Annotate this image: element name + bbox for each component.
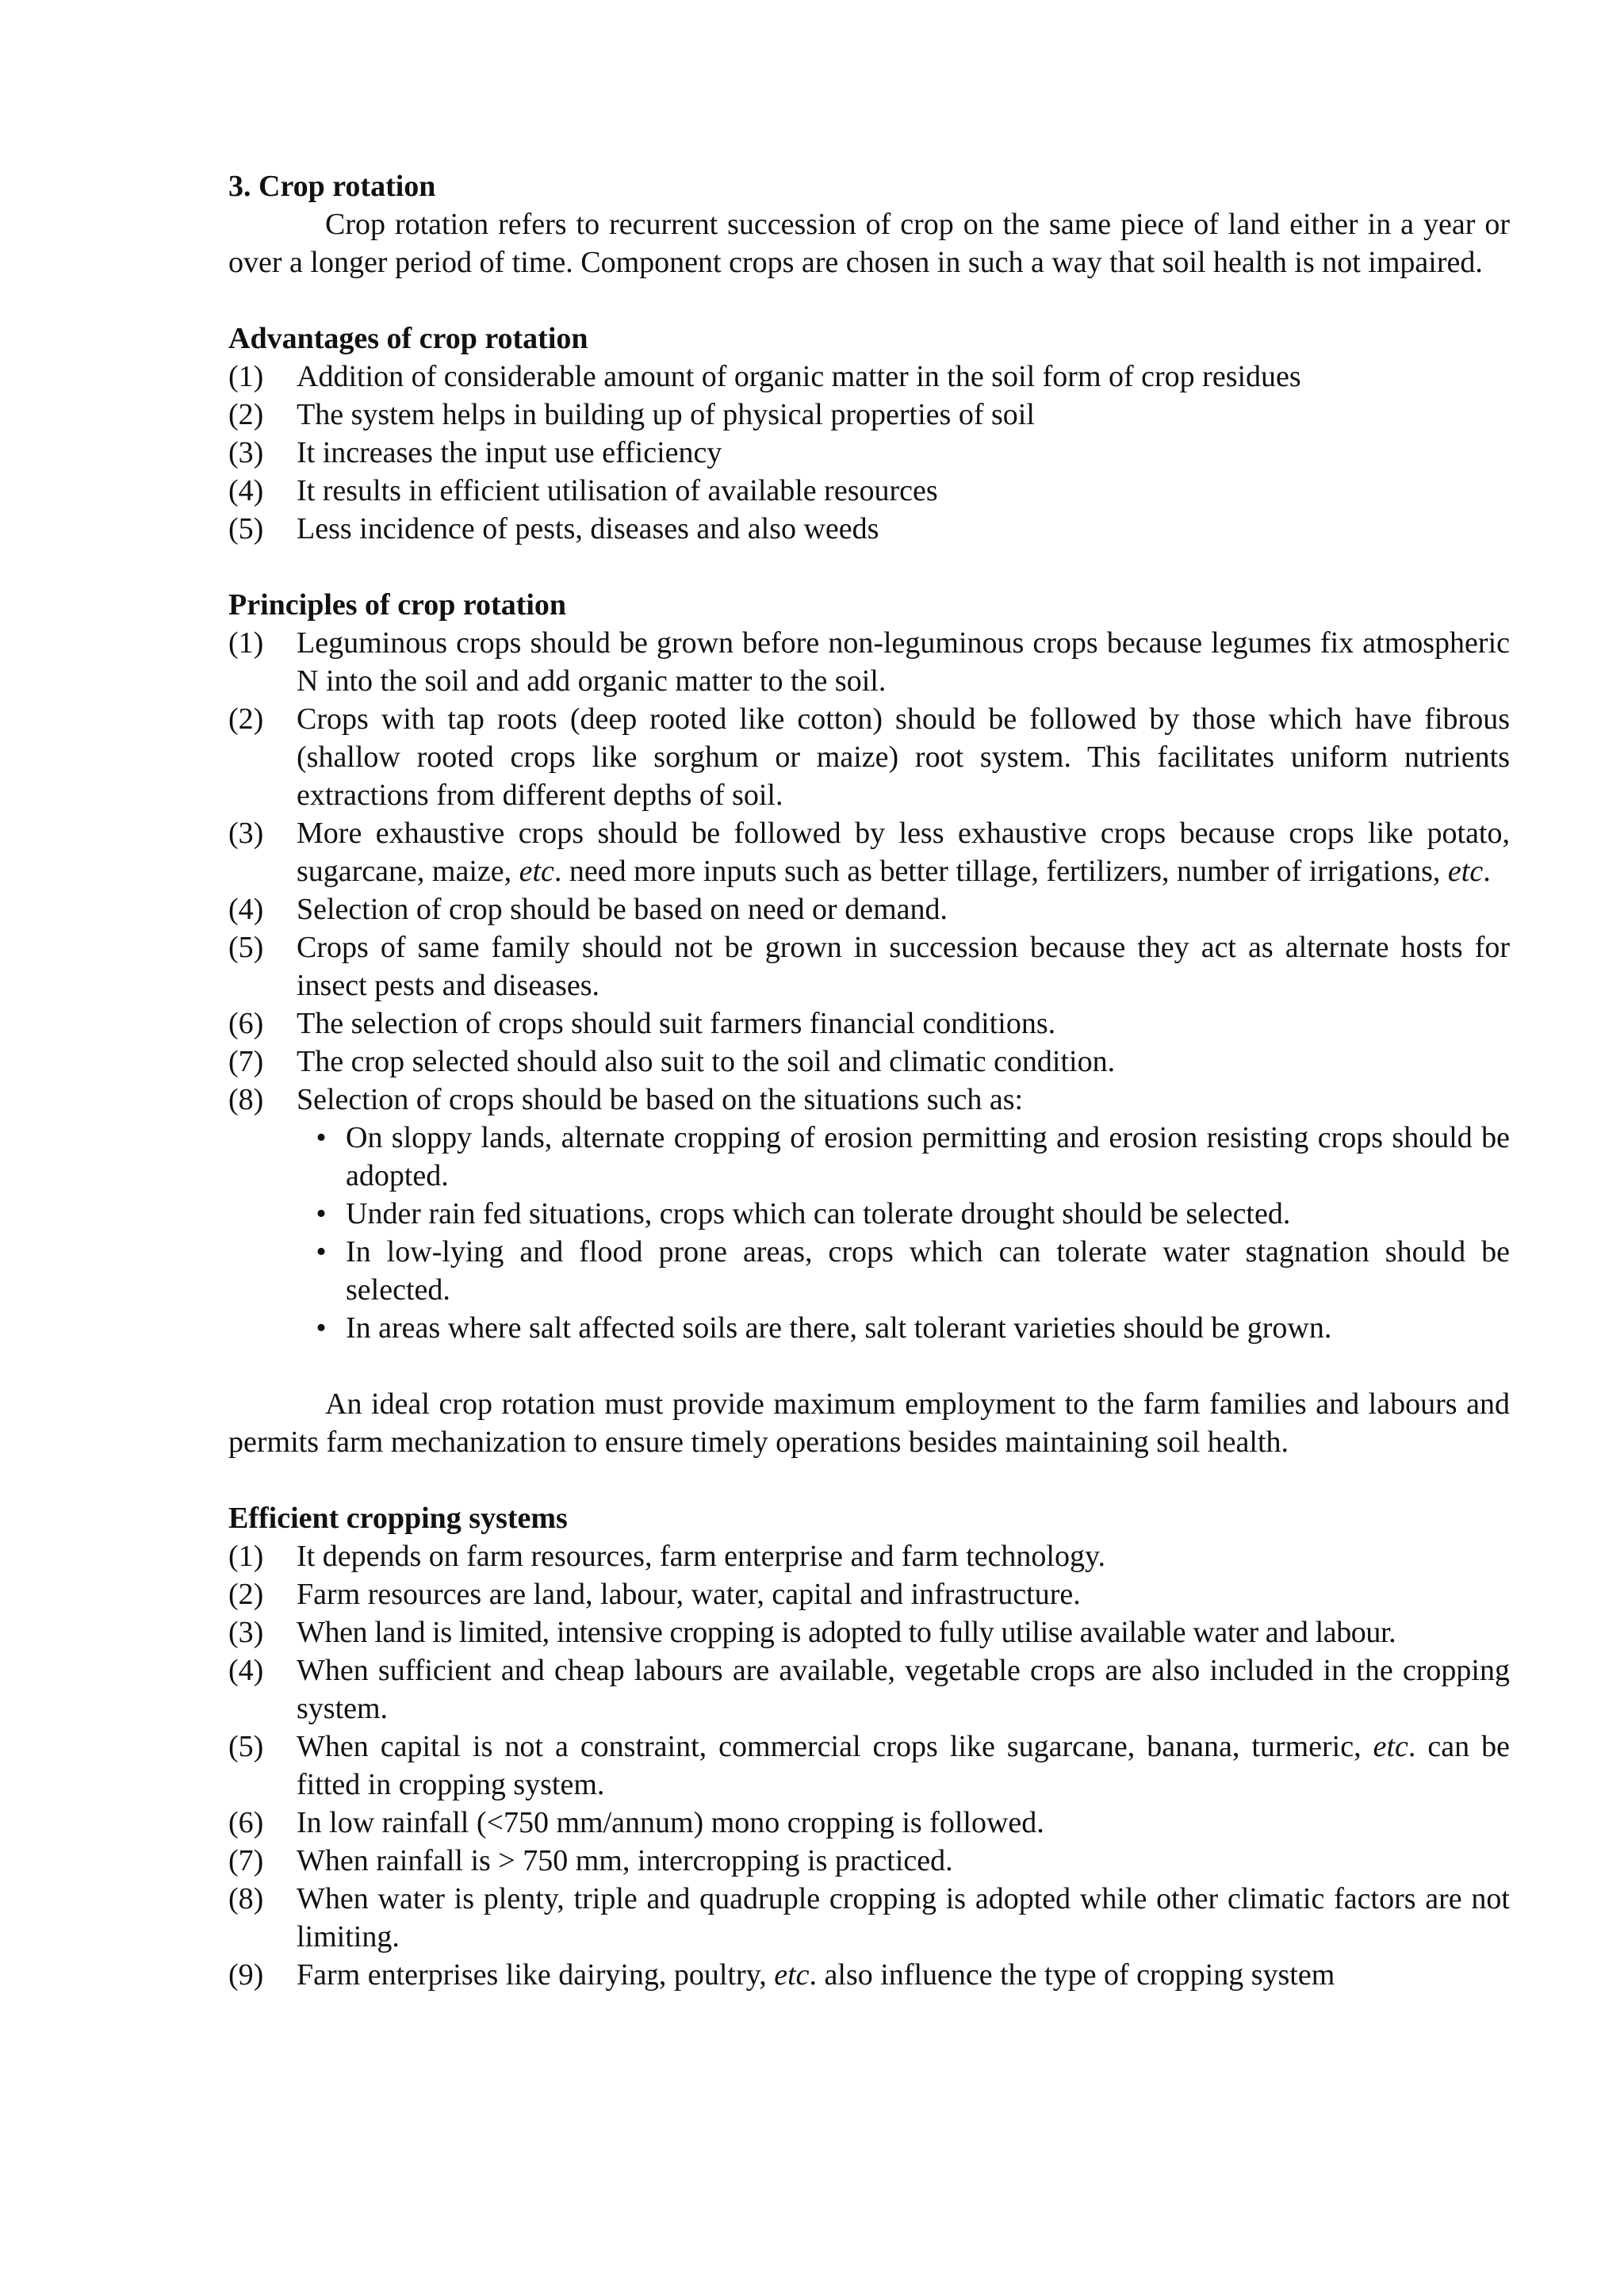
item-text: Less incidence of pests, diseases and also weeds xyxy=(297,512,879,545)
list-item xyxy=(228,1081,1510,1347)
item-text: Crops with tap roots (deep rooted like cotton) should be followed by those which have fibrous (shallow rooted crops like sorghum or maize) root system. This facilitates uniform nutrients extractions from different depths of soil. xyxy=(297,702,1510,812)
bullet-text: On sloppy lands, alternate cropping of erosion permitting and erosion resisting crops should be adopted. xyxy=(346,1121,1510,1192)
list-item xyxy=(228,1804,1510,1842)
list-item xyxy=(228,1537,1510,1575)
item-number: (2) xyxy=(228,398,264,431)
item-text: It depends on farm resources, farm enterprise and farm technology. xyxy=(297,1540,1105,1573)
list-item xyxy=(228,1575,1510,1613)
etc-italic: etc xyxy=(1447,855,1484,888)
list-item xyxy=(228,890,1510,928)
item-number: (5) xyxy=(228,1730,264,1763)
bullet-item xyxy=(297,1119,1510,1195)
list-item xyxy=(228,1651,1510,1728)
bullet-icon: • xyxy=(316,1197,327,1230)
item-text: The crop selected should also suit to the soil and climatic condition. xyxy=(297,1045,1116,1078)
section-title: 3. Crop rotation xyxy=(228,170,436,203)
list-item xyxy=(228,1880,1510,1956)
list-item xyxy=(228,358,1510,396)
principles-list xyxy=(228,624,1510,1347)
list-item xyxy=(228,1956,1510,1994)
item-number: (2) xyxy=(228,1578,264,1611)
item-number: (8) xyxy=(228,1882,264,1915)
bullet-text: Under rain fed situations, crops which can tolerate drought should be selected. xyxy=(346,1197,1291,1230)
intro-paragraph: Crop rotation refers to recurrent succession of crop on the same piece of land either in a year or over a longer period of time. Component crops are chosen in such a way that soil health is not impaired. xyxy=(228,208,1510,279)
list-item xyxy=(228,928,1510,1004)
item-text: Leguminous crops should be grown before non-leguminous crops because legumes fix atmospheric N into the soil and add organic matter to the soil. xyxy=(297,626,1510,698)
item-text: Addition of considerable amount of organic matter in the soil form of crop residues xyxy=(297,360,1301,393)
item-text: Crops of same family should not be grown in succession because they act as alternate hosts for insect pests and diseases. xyxy=(297,931,1510,1002)
etc-italic: etc xyxy=(774,1958,810,1992)
item-number: (4) xyxy=(228,893,264,926)
efficient-heading: Efficient cropping systems xyxy=(228,1502,568,1535)
item-number: (1) xyxy=(228,1540,264,1573)
item-text: When rainfall is > 750 mm, intercropping is practiced. xyxy=(297,1844,953,1877)
list-item xyxy=(228,1613,1510,1651)
advantages-heading: Advantages of crop rotation xyxy=(228,322,588,355)
item-text: More exhaustive crops should be followed by less exhaustive crops because crops like potato, sugarcane, maize, etc. need more inputs such as better tillage, fertilizers, number of irrigations, etc. xyxy=(297,817,1510,888)
list-item xyxy=(228,472,1510,510)
list-item xyxy=(228,434,1510,472)
list-item xyxy=(228,1842,1510,1880)
item-text: When land is limited, intensive cropping is adopted to fully utilise available water and labour. xyxy=(297,1616,1396,1649)
item-text: The selection of crops should suit farmers financial conditions. xyxy=(297,1007,1056,1040)
bullet-item xyxy=(297,1233,1510,1309)
item-number: (3) xyxy=(228,436,264,469)
bullet-item xyxy=(297,1309,1510,1347)
ideal-rotation-paragraph: An ideal crop rotation must provide maximum employment to the farm families and labours and permits farm mechanization to ensure timely operations besides maintaining soil health. xyxy=(228,1387,1510,1459)
item-text: The system helps in building up of physical properties of soil xyxy=(297,398,1035,431)
bullet-item xyxy=(297,1195,1510,1233)
efficient-list xyxy=(228,1537,1510,1994)
situations-bullet-list xyxy=(297,1119,1510,1347)
item-number: (7) xyxy=(228,1844,264,1877)
list-item xyxy=(228,814,1510,890)
list-item xyxy=(228,1004,1510,1043)
item-number: (7) xyxy=(228,1045,264,1078)
item-text: Farm enterprises like dairying, poultry, etc. also influence the type of cropping system xyxy=(297,1958,1335,1992)
etc-italic: etc xyxy=(519,855,554,888)
item-number: (2) xyxy=(228,702,264,736)
bullet-icon: • xyxy=(316,1121,327,1154)
item-text: Selection of crops should be based on the situations such as: • On sloppy lands, alternate cropping of erosion permitting and erosion resisting crops should be adopted. • Under rain fed situations, crops which can tolerate drought should be selected. • In low-lying and flood prone areas, crops which can tolerate water stagnation should be selected. • In areas where salt affected soils are there, salt tolerant varieties should be grown. xyxy=(297,1081,1510,1347)
item-number: (4) xyxy=(228,1654,264,1687)
item-text: When water is plenty, triple and quadruple cropping is adopted while other climatic factors are not limiting. xyxy=(297,1882,1510,1954)
bullet-text: In low-lying and flood prone areas, crops which can tolerate water stagnation should be selected. xyxy=(346,1235,1510,1307)
item-number: (9) xyxy=(228,1958,264,1992)
list-item xyxy=(228,510,1510,548)
item-number: (3) xyxy=(228,817,264,850)
item-number: (5) xyxy=(228,512,264,545)
item-number: (5) xyxy=(228,931,264,964)
item-text: Farm resources are land, labour, water, capital and infrastructure. xyxy=(297,1578,1081,1611)
item-text: When capital is not a constraint, commercial crops like sugarcane, banana, turmeric, etc. can be fitted in cropping system. xyxy=(297,1730,1510,1801)
document-page xyxy=(228,167,1510,1994)
item-number: (1) xyxy=(228,360,264,393)
advantages-list xyxy=(228,358,1510,548)
etc-italic: etc xyxy=(1373,1730,1408,1763)
item-number: (6) xyxy=(228,1806,264,1839)
item-number: (3) xyxy=(228,1616,264,1649)
list-item xyxy=(228,396,1510,434)
bullet-icon: • xyxy=(316,1311,327,1345)
list-item xyxy=(228,624,1510,700)
list-item xyxy=(228,700,1510,814)
item-text: In low rainfall (<750 mm/annum) mono cropping is followed. xyxy=(297,1806,1044,1839)
item-number: (1) xyxy=(228,626,264,660)
item-text: Selection of crop should be based on need or demand. xyxy=(297,893,948,926)
item-number: (4) xyxy=(228,474,264,507)
bullet-text: In areas where salt affected soils are there, salt tolerant varieties should be grown. xyxy=(346,1311,1332,1345)
list-item xyxy=(228,1043,1510,1081)
item-text: It results in efficient utilisation of available resources xyxy=(297,474,938,507)
bullet-icon: • xyxy=(316,1235,327,1269)
item-text: When sufficient and cheap labours are available, vegetable crops are also included in the cropping system. xyxy=(297,1654,1510,1725)
item-text: It increases the input use efficiency xyxy=(297,436,722,469)
list-item xyxy=(228,1728,1510,1804)
principles-heading: Principles of crop rotation xyxy=(228,588,567,622)
item-number: (6) xyxy=(228,1007,264,1040)
item-number: (8) xyxy=(228,1083,264,1116)
